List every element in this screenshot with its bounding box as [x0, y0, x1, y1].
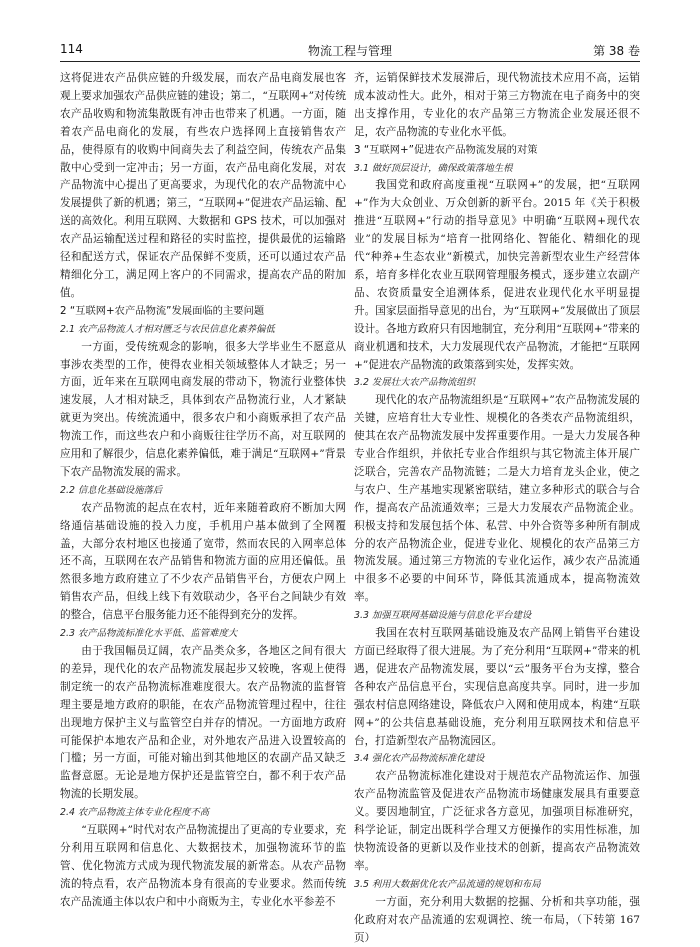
- paragraph: 农产品物流标准化建设对于规范农产品物流运作、加强农产品物流监管及促进农产品物流市场健康发展具有重要意义。要因地制宜，广泛征求各方意见，加强项目标准研究，科学论证，制定出既科学合理又方便操作的实用性标准，加快物流设备的更新以及作业技术的创新，提高农产品物流效率。: [354, 770, 640, 872]
- running-header: [60, 42, 640, 60]
- left-column: [60, 70, 346, 912]
- subsection-heading: 2.4 农产品物流主体专业化程度不高: [60, 807, 210, 819]
- paragraph: 我国党和政府高度重视“互联网+”的发展，把“互联网+”作为大众创业、万众创新的新平台。2015 年《关于积极推进“互联网+”行动的指导意见》中明确“互联网+现代农业”的发展目标为“培育一批网络化、智能化、精细化的现代“种养+生态农业”新模式，加快完善新型农业生产经营体系，培育多样化农业互联网管理服务模式，逐步建立农副产品、农资质量安全追溯体系，促进农业现代化水平明显提升。国家层面指导意见的出台，为“互联网+”发展做出了顶层设计。各地方政府只有因地制宜，充分利用“互联网+”带来的商业机遇和技术，大力发展现代农产品物流，才能把“互联网+”促进农产品物流的政策落到实处，发挥实效。: [354, 179, 640, 371]
- subsection-heading: 2.3 农产品物流标准化水平低、监管难度大: [60, 628, 238, 640]
- paragraph: 一方面，受传统观念的影响，很多大学毕业生不愿意从事涉农类型的工作，使得农业相关领域整体人才缺乏；另一方面，近年来在互联网电商发展的带动下，物流行业整体快速发展，人才相对缺乏，具体到农产品物流行业，人才紧缺就更为突出。传统流通中，很多农户和小商贩承担了农产品物流工作，而这些农户和小商贩往往学历不高，对互联网的应用和了解很少，信息化素养偏低，难于满足“互联网+”背景下农产品物流发展的需求。: [60, 340, 346, 478]
- paragraph: 这将促进农产品供应链的升级发展，而农产品电商发展也客观上要求加强农产品供应链的建设；第二，“互联网+”对传统农产品收购和物流集散既有冲击也带来了机遇。一方面，随着农产品电商化的发展，有些农户选择网上直接销售农产品，使得原有的收购中间商失去了利益空间，传统农产品集散中心受到一定冲击；另一方面，农产品电商化发展，对农产品物流中心提出了更高要求，为现代化的农产品物流中心发展提供了新的机遇；第三，“互联网+”促进农产品运输、配送的高效化。利用互联网、大数据和 GPS 技术，可以加强对农产品运输配送过程和路径的实时监控，提供最优的运输路径和配送方式，保证农产品保鲜不变质，还可以通过农产品精细化分工，满足网上客户的不同需求，提高农产品的附加值。: [60, 72, 346, 299]
- subsection-heading: 3.1 做好顶层设计，确保政策落地生根: [354, 162, 513, 174]
- paragraph: 现代化的农产品物流组织是“互联网+”农产品物流发展的关键，应培育壮大专业性、规模化的各类农产品物流组织，使其在农产品物流发展中发挥重要作用。一是大力发展各种专业合作组织，并依托专业合作组织与其它物流主体开展广泛联合，完善农产品物流链；二是大力培育龙头企业，使之与农户、生产基地实现紧密联结，建立多种形式的联合与合作，提高农产品流通效率；三是大力发展农产品物流企业。积极支持和发展包括个体、私营、中外合资等多种所有制成分的农产品物流企业，促进专业化、规模化的农产品第三方物流发展。通过第三方物流的专业化运作，减少农产品流通中很多不必要的中间环节，降低其流通成本，提高物流效率。: [354, 394, 640, 604]
- paragraph: 由于我国幅员辽阔，农产品类众多，各地区之间有很大的差异，现代化的农产品物流发展起步又较晚，客观上使得制定统一的农产品物流标准难度很大。农产品物流的监督管理主要是地方政府的职能，在农产品物流管理过程中，往往出现地方保护主义与监管空白并存的情况。一方面地方政府可能保护本地农产品和企业，对外地农产品进入设置较高的门槛；另一方面，可能对输出到其他地区的农副产品又缺乏监督意愿。无论是地方保护还是监管空白，都不利于农产品物流的长期发展。: [60, 645, 346, 801]
- paragraph: 农产品物流的起点在农村，近年来随着政府不断加大网络通信基础设施的投入力度，手机用户基本做到了全网覆盖，大部分农村地区也接通了宽带，然而农民的入网率总体还不高，互联网在农产品销售和物流方面的应用还偏低。虽然很多地方政府建立了不少农产品销售平台，方便农户网上销售农产品，但线上线下有效联动少，各平台之间缺少有效的整合，信息平台服务能力还不能得到充分的发挥。: [60, 501, 346, 622]
- paragraph: 一方面，充分利用大数据的挖掘、分析和共享功能，强化政府对农产品流通的宏观调控、统一布局，（下转第 167 页）: [354, 895, 640, 944]
- subsection-heading: 3.5 利用大数据优化农产品流通的规划和布局: [354, 878, 541, 890]
- journal-title: 物流工程与管理: [307, 44, 392, 58]
- right-column: [354, 70, 640, 947]
- subsection-heading: 3.2 发展壮大农产品物流组织: [354, 377, 476, 389]
- paragraph: 我国在农村互联网基础设施及农产品网上销售平台建设方面已经取得了很大进展。为了充分利用“互联网+”带来的机遇，促进农产品物流发展，要以“云”服务平台为支撑，整合各种农产品信息平台，实现信息高度共享。同时，进一步加强农村信息网络建设，降低农户入网和使用成本，构建“互联网+”的公共信息基础设施，充分利用互联网技术和信息平台，打造新型农产品物流园区。: [354, 627, 640, 747]
- header-rule: [60, 61, 640, 62]
- page-number: 114: [60, 42, 83, 56]
- section-heading: 3 “互联网+”促进农产品物流发展的对策: [354, 143, 538, 156]
- paragraph: “互联网+”时代对农产品物流提出了更高的专业要求，充分利用互联网和信息化、大数据技术，加强物流环节的监管、优化物流方式成为现代物流发展的新常态。从农产品物流的特点看，农产品物流本身有很高的专业要求。然而传统农产品流通主体以农户和中小商贩为主，专业化水平参差不: [60, 824, 346, 908]
- section-heading: 2 “互联网+农产品物流”发展面临的主要问题: [60, 304, 265, 317]
- paragraph: 齐，运销保鲜技术发展滞后，现代物流技术应用不高，运销成本波动性大。此外，相对于第三方物流在电子商务中的突出支撑作用，专业化的农产品第三方物流企业发展还很不足，农产品物流的专业化水平低。: [354, 72, 640, 138]
- subsection-heading: 3.3 加强互联网基础设施与信息化平台建设: [354, 610, 532, 622]
- subsection-heading: 3.4 强化农产品物流标准化建设: [354, 753, 485, 765]
- subsection-heading: 2.2 信息化基础设施落后: [60, 484, 163, 496]
- volume-label: 第 38 卷: [593, 44, 640, 58]
- subsection-heading: 2.1 农产品物流人才相对匮乏与农民信息化素养偏低: [60, 323, 275, 335]
